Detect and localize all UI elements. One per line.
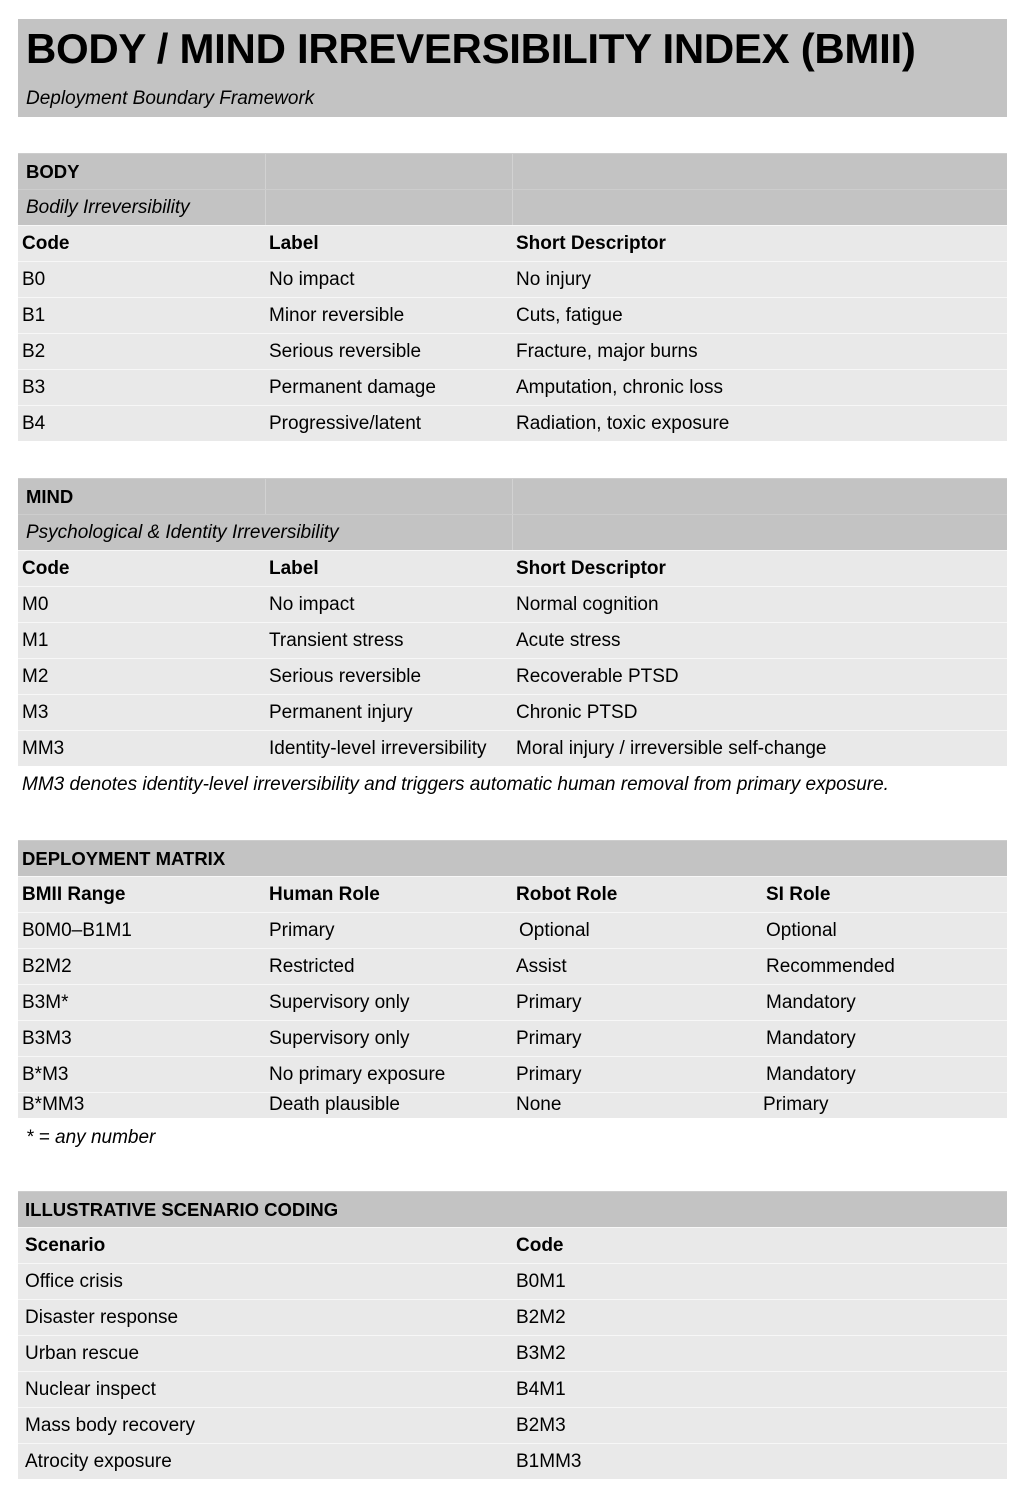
code-cell: B0M1 [516, 1271, 566, 1292]
robot-role-cell: None [516, 1094, 562, 1115]
deployment-matrix-section [18, 840, 1007, 1118]
label-cell: Serious reversible [269, 341, 422, 362]
table-row [18, 984, 1007, 1020]
column-header: Short Descriptor [516, 558, 666, 579]
scenario-cell: Urban rescue [25, 1343, 140, 1364]
page-title: BODY / MIND IRREVERSIBILITY INDEX (BMII) [26, 25, 916, 72]
column-header: Robot Role [516, 884, 618, 905]
label-cell: Identity-level irreversibility [269, 738, 487, 759]
human-role-cell: Primary [269, 920, 335, 941]
mind-section [18, 478, 1007, 766]
si-role-cell: Optional [766, 920, 837, 941]
range-cell: B2M2 [22, 956, 72, 977]
title-banner [18, 19, 1007, 117]
range-cell: B3M3 [22, 1028, 72, 1049]
section-title: DEPLOYMENT MATRIX [22, 848, 226, 869]
descriptor-cell: No injury [516, 269, 591, 290]
body-section [18, 153, 1007, 441]
descriptor-cell: Cuts, fatigue [516, 305, 623, 326]
code-cell: B2 [22, 341, 46, 362]
label-cell: No impact [269, 594, 355, 615]
robot-role-cell: Primary [516, 992, 582, 1013]
code-cell: MM3 [22, 738, 65, 759]
column-header: Human Role [269, 884, 380, 905]
range-cell: B*MM3 [22, 1094, 85, 1115]
scenario-coding-section [18, 1191, 1007, 1479]
label-cell: Permanent damage [269, 377, 436, 398]
descriptor-cell: Normal cognition [516, 594, 659, 615]
section-subheader [18, 514, 1007, 550]
label-cell: No impact [269, 269, 355, 290]
section-header [18, 153, 1007, 189]
label-cell: Progressive/latent [269, 413, 422, 434]
code-cell: B0 [22, 269, 46, 290]
table-row [18, 948, 1007, 984]
table-row [18, 405, 1007, 441]
matrix-footnote: * = any number [26, 1127, 156, 1148]
table-row [18, 694, 1007, 730]
column-header: Scenario [25, 1235, 106, 1256]
code-cell: M3 [22, 702, 49, 723]
column-header-row [18, 225, 1007, 261]
column-header: Label [269, 233, 319, 254]
code-cell: B3 [22, 377, 46, 398]
code-cell: M1 [22, 630, 49, 651]
column-header: SI Role [766, 884, 831, 905]
column-header: BMII Range [22, 884, 126, 905]
human-role-cell: Supervisory only [269, 1028, 410, 1049]
section-title: MIND [26, 486, 74, 507]
page-subtitle: Deployment Boundary Framework [26, 88, 315, 109]
table-row [18, 1056, 1007, 1092]
robot-role-cell: Optional [519, 920, 590, 941]
column-header-row [18, 1227, 1007, 1263]
table-row [18, 1020, 1007, 1056]
column-header-row [18, 876, 1007, 912]
label-cell: Permanent injury [269, 702, 413, 723]
section-header [18, 1191, 1007, 1227]
descriptor-cell: Moral injury / irreversible self-change [516, 738, 827, 759]
si-role-cell: Recommended [766, 956, 895, 977]
table-row [18, 1335, 1007, 1371]
table-row [18, 1299, 1007, 1335]
table-row [18, 730, 1007, 766]
human-role-cell: Death plausible [269, 1094, 400, 1115]
table-row [18, 586, 1007, 622]
code-cell: B2M3 [516, 1415, 566, 1436]
table-row [18, 1407, 1007, 1443]
si-role-cell: Mandatory [766, 1028, 856, 1049]
code-cell: B4 [22, 413, 46, 434]
section-header [18, 478, 1007, 514]
robot-role-cell: Primary [516, 1064, 582, 1085]
table-row [18, 658, 1007, 694]
descriptor-cell: Radiation, toxic exposure [516, 413, 730, 434]
scenario-cell: Atrocity exposure [25, 1451, 172, 1472]
section-header [18, 840, 1007, 876]
section-subtitle: Bodily Irreversibility [26, 197, 190, 218]
code-cell: M2 [22, 666, 49, 687]
table-row [18, 1443, 1007, 1479]
table-row [18, 622, 1007, 658]
scenario-cell: Mass body recovery [25, 1415, 196, 1436]
table-row [18, 912, 1007, 948]
robot-role-cell: Assist [516, 956, 567, 977]
section-title: ILLUSTRATIVE SCENARIO CODING [25, 1199, 339, 1220]
section-title: BODY [26, 161, 80, 182]
table-row [18, 333, 1007, 369]
descriptor-cell: Chronic PTSD [516, 702, 638, 723]
human-role-cell: Supervisory only [269, 992, 410, 1013]
code-cell: B4M1 [516, 1379, 566, 1400]
si-role-cell: Mandatory [766, 1064, 856, 1085]
table-row [18, 261, 1007, 297]
si-role-cell: Mandatory [766, 992, 856, 1013]
table-row [18, 1371, 1007, 1407]
code-cell: M0 [22, 594, 49, 615]
mind-footnote: MM3 denotes identity-level irreversibility and triggers automatic human removal from primary exposure. [22, 774, 889, 795]
descriptor-cell: Acute stress [516, 630, 621, 651]
range-cell: B*M3 [22, 1064, 69, 1085]
code-cell: B1 [22, 305, 46, 326]
scenario-cell: Disaster response [25, 1307, 179, 1328]
descriptor-cell: Fracture, major burns [516, 341, 698, 362]
scenario-cell: Nuclear inspect [25, 1379, 156, 1400]
human-role-cell: Restricted [269, 956, 355, 977]
table-row [18, 1263, 1007, 1299]
column-header: Code [22, 558, 70, 579]
section-subtitle: Psychological & Identity Irreversibility [26, 522, 339, 543]
human-role-cell: No primary exposure [269, 1064, 446, 1085]
section-subheader [18, 189, 1007, 225]
column-header: Label [269, 558, 319, 579]
column-header: Code [516, 1235, 564, 1256]
table-row [18, 369, 1007, 405]
label-cell: Transient stress [269, 630, 404, 651]
table-row [18, 1092, 1007, 1118]
range-cell: B3M* [22, 992, 69, 1013]
column-header: Short Descriptor [516, 233, 666, 254]
range-cell: B0M0–B1M1 [22, 920, 132, 941]
table-row [18, 297, 1007, 333]
si-role-cell: Primary [763, 1094, 829, 1115]
label-cell: Serious reversible [269, 666, 422, 687]
column-header: Code [22, 233, 70, 254]
code-cell: B3M2 [516, 1343, 566, 1364]
descriptor-cell: Recoverable PTSD [516, 666, 679, 687]
code-cell: B1MM3 [516, 1451, 582, 1472]
robot-role-cell: Primary [516, 1028, 582, 1049]
label-cell: Minor reversible [269, 305, 405, 326]
column-header-row [18, 550, 1007, 586]
code-cell: B2M2 [516, 1307, 566, 1328]
descriptor-cell: Amputation, chronic loss [516, 377, 723, 398]
scenario-cell: Office crisis [25, 1271, 123, 1292]
